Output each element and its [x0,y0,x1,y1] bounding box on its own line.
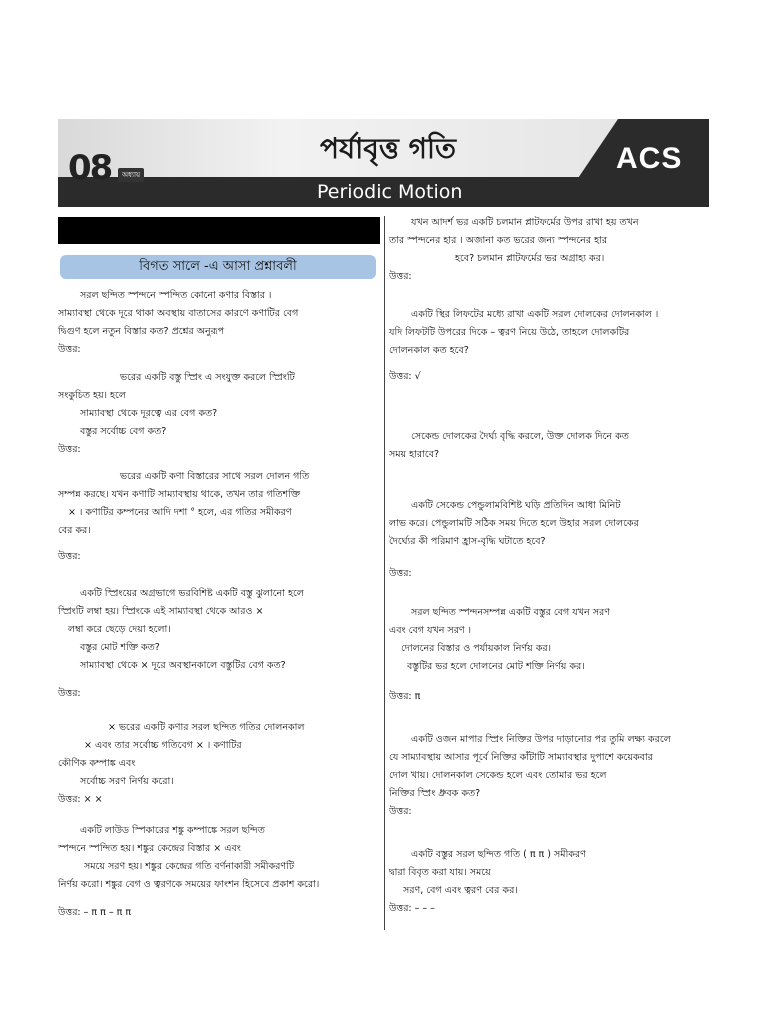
question-line: একটি লাউড স্পিকারের শঙ্কু কম্পাঙ্কে সরল ছন্দিত [80,825,265,836]
question-line: সেকেন্ড দোলকের দৈর্ঘ্য বৃদ্ধি করলে, উক্ত দোলক দিনে কত [411,431,629,442]
question-line: একটি সেকেন্ড পেন্ডুলামবিশিষ্ট ঘড়ি প্রতিদিন আধা মিনিট [411,500,621,511]
chapter-number: 08 [68,148,112,188]
acs-logo: ACS [616,142,683,175]
question-line: নিক্তির স্প্রিং ধ্রুবক কত? [389,788,481,799]
question-line: সরল ছন্দিত স্পন্দনসম্পন্ন একটি বস্তুর বেগ যখন সরণ [411,607,610,618]
answer-label: উত্তর: [58,688,81,699]
question-line: × ভরের একটি কণার সরল ছন্দিত গতির দোলনকাল [108,722,305,733]
question-line: ভরের একটি কণা বিস্তারের সাথে সরল দোলন গতি [120,471,310,482]
answer-label: উত্তর: [389,806,412,817]
question-line: সাম্যাবস্থা থেকে × দূরে অবস্থানকালে বস্তুটির বেগ কত? [80,660,286,671]
question-block [389,604,711,706]
question-line: দ্বারা বিবৃত করা যায়। সময়ে [389,867,491,878]
question-line: বের কর। [58,525,91,536]
question-line: × এবং তার সর্বোচ্চ গতিবেগ × । কণাটির [84,740,242,751]
question-line: × । কণাটির কম্পনের আদি দশা ° হলে, এর গতির সমীকরণ [68,507,292,518]
answer-label: উত্তর: √ [389,371,421,382]
question-line: সরণ, বেগ এবং ত্বরণ বের কর। [403,885,518,896]
question-line: যখন আদর্শ ভর একটি চলমান প্লাটফর্মের উপর রাখা হয় তখন [411,217,639,228]
question-block [389,846,711,918]
answer-label: উত্তর: – π π – π π [58,907,132,918]
question-block [58,719,380,809]
question-line: একটি স্প্রিংয়ের অগ্রভাগে ভরবিশিষ্ট একটি বস্তু ঝুলানো হলে [80,588,304,599]
answer-label: উত্তর: × × [58,794,103,805]
question-block [58,468,380,566]
answer-label: উত্তর: π [389,691,421,702]
question-line: দোলনের বিস্তার ও পর্যায়কাল নির্ণয় কর। [401,643,552,654]
question-line: যে সাম্যাবস্থায় আসার পূর্বে নিক্তির কাঁটাটি সাম্যাবস্থার দুপাশে কয়েকবার [389,752,653,763]
question-block [389,428,711,464]
question-block [389,497,711,583]
question-block [58,287,380,359]
question-line: ভরের একটি বস্তু স্প্রিং এ সংযুক্ত করলে স্প্রিংটি [120,372,295,383]
chapter-title-en: Periodic Motion [317,181,463,203]
question-line: লম্বা করে ছেড়ে দেয়া হলো। [68,624,171,635]
answer-label: উত্তর: [389,568,412,579]
question-block [389,306,711,386]
answer-label: উত্তর: [58,344,81,355]
answer-label: উত্তর: [389,271,412,282]
chapter-title-bn: পর্যাবৃত্ত গতি [320,132,456,165]
question-block [58,585,380,703]
question-line: দোলনকাল কত হবে? [389,345,469,356]
question-line: নির্ণয় করো। শঙ্কুর বেগ ও ত্বরণকে সময়ের ফাংশন হিসেবে প্রকাশ করো। [58,879,320,890]
question-line: সংকুচিত হয়। হলে [58,390,126,401]
column-divider [384,216,385,930]
question-line: সময় হারাবে? [389,449,440,460]
chapter-tag: অধ্যায় [118,168,144,182]
question-line: হবে? চলমান প্লাটফর্মের ভর অগ্রাহ্য কর। [455,253,605,264]
redacted-bar [58,217,380,244]
question-line: বস্তুর মোট শক্তি কত? [80,642,160,653]
question-line: সর্বোচ্চ সরণ নির্ণয় করো। [80,776,174,787]
question-line: সরল ছন্দিত স্পন্দনে স্পন্দিত কোনো কণার বিস্তার । [80,290,272,301]
question-line: লাভ করে। পেন্ডুলামটি সঠিক সময় দিতে হলে উহার সরল দোলকের [389,518,639,529]
question-line: স্পন্দনে স্পন্দিত হয়। শঙ্কুর কেন্দ্রের বিস্তার × এবং [58,843,241,854]
question-line: সম্পন্ন করছে। যখন কণাটি সাম্যাবস্থায় থাকে, তখন তার গতিশক্তি [58,489,301,500]
answer-label: উত্তর: [58,551,81,562]
question-block [58,369,380,459]
question-line: এবং বেগ যখন সরণ । [389,625,472,636]
question-line: দৈর্ঘ্যের কী পরিমাণ হ্রাস-বৃদ্ধি ঘটাতে হবে? [389,536,546,547]
question-line: বস্তুটির ভর হলে দোলনের মোট শক্তি নির্ণয় কর। [407,661,585,672]
question-line: একটি বস্তুর সরল ছন্দিত গতি ( π π ) সমীকরণ [411,849,586,860]
question-line: কৌণিক কম্পাঙ্ক এবং [58,758,136,769]
question-line: দ্বিগুণ হলে নতুন বিস্তার কত? প্রশ্নের অনুরূপ [58,326,225,337]
question-line: একটি ওজন মাপার স্প্রিং নিক্তির উপর দাড়ানোর পর তুমি লক্ষ্য করলে [411,734,671,745]
question-line: সাম্যাবস্থা থেকে দূরে থাকা অবস্থায় বাতাসের কারণে কণাটির বেগ [58,308,299,319]
question-block [58,822,380,922]
question-line: দোল খায়। দোলনকাল সেকেন্ড হলে এবং তোমার ভর হলে [389,770,607,781]
question-line: সাম্যাবস্থা থেকে দূরত্বে এর বেগ কত? [80,408,218,419]
question-block [389,214,711,286]
answer-label: উত্তর: [58,444,81,455]
question-block [389,731,711,821]
answer-label: উত্তর: – – – [389,903,435,914]
question-line: বস্তুর সর্বোচ্চ বেগ কত? [80,426,167,437]
question-line: একটি স্থির লিফটের মধ্যে রাখা একটি সরল দোলকের দোলনকাল । [411,309,659,320]
question-line: স্প্রিংটি লম্বা হয়। স্প্রিংকে এই সাম্যাবস্থা থেকে আরও × [58,606,264,617]
section-title: বিগত সালে -এ আসা প্রশ্নাবলী [60,255,376,279]
question-line: সময়ে সরণ হয়। শঙ্কুর কেন্দ্রের গতি বর্ণনাকারী সমীকরণটি [84,861,295,872]
question-line: যদি লিফটটি উপরের দিকে – ত্বরণ নিয়ে উঠে, তাহলে দোলকটির [389,327,630,338]
question-line: তার স্পন্দনের হার । অজানা কত ভরের জন্য স্পন্দনের হার [389,235,608,246]
